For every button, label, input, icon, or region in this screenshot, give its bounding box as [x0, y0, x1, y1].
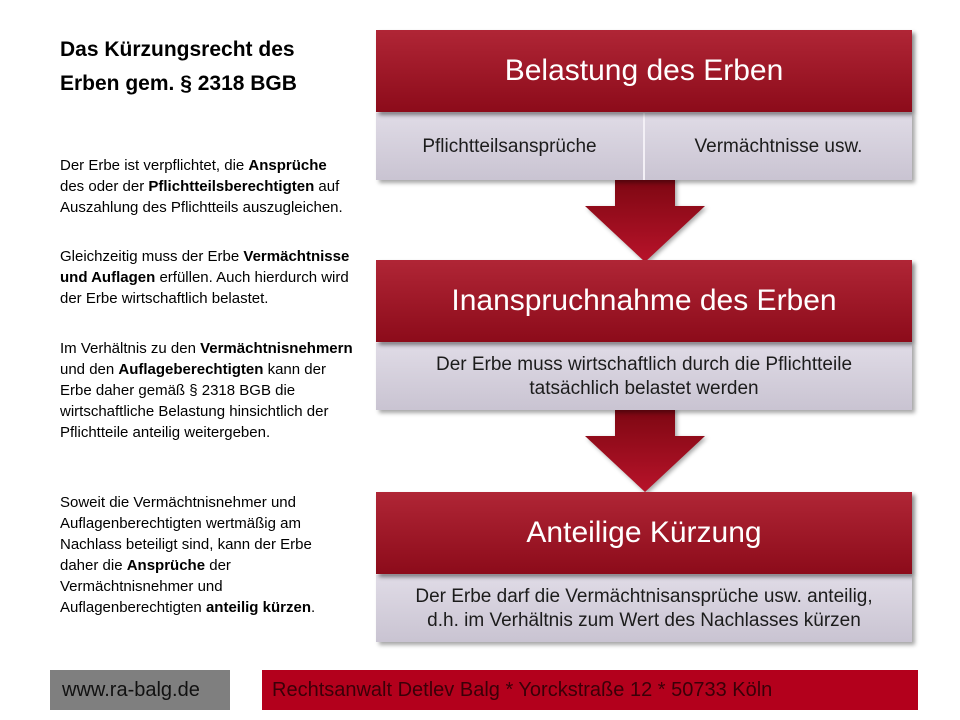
down-arrow-icon — [582, 178, 708, 264]
down-arrow-icon — [582, 408, 708, 494]
emphasized-term: Auflageberechtigten — [118, 361, 264, 378]
stage-header: Belastung des Erben — [376, 30, 912, 112]
explanation-paragraph-3 — [60, 338, 353, 443]
website-label: www.ra-balg.de — [50, 670, 230, 710]
emphasized-term: Vermächtnisse und Auflagen — [60, 248, 350, 286]
stage-header: Anteilige Kürzung — [376, 492, 912, 574]
paragraph-text: Gleichzeitig muss der Erbe — [60, 248, 244, 265]
paragraph-text: der Vermächtnisnehmer und Auflagenberechtigten — [60, 557, 231, 616]
slide-title: Das Kürzungsrecht des Erben gem. § 2318 BGB — [60, 38, 297, 95]
paragraph-text: Im Verhältnis zu den — [60, 340, 201, 357]
emphasized-term: anteilig kürzen — [205, 599, 311, 616]
stage-body — [376, 574, 912, 642]
stage-body-text: Der Erbe muss wirtschaftlich durch die Pflichtteile tatsächlich belastet werden — [435, 353, 853, 399]
emphasized-term: Ansprüche — [126, 557, 206, 574]
paragraph-text: kann der Erbe daher gemäß § 2318 BGB die wirtschaftliche Belastung hinsichtlich der Pflichtteile anteilig weitergeben. — [60, 361, 329, 441]
paragraph-text: erfüllen. Auch hierdurch wird der Erbe wirtschaftlich belastet. — [60, 269, 349, 307]
paragraph-text: Der Erbe ist verpflichtet, die — [60, 157, 249, 174]
cell-pflichtteilsansprueche: Pflichtteilsansprüche — [422, 135, 597, 157]
stage-belastung-des-erben — [376, 30, 912, 180]
paragraph-text: auf Auszahlung des Pflichtteils auszugleichen. — [60, 178, 343, 216]
stage-header: Inanspruchnahme des Erben — [376, 260, 912, 342]
paragraph-text: Soweit die Vermächtnisnehmer und Auflagenberechtigten wertmäßig am Nachlass beteiligt sind, kann der Erbe daher die — [60, 494, 312, 574]
paragraph-text: des oder der — [60, 178, 149, 195]
cell-vermaechtnisse: Vermächtnisse usw. — [643, 113, 912, 180]
stage-inanspruchnahme-des-erben — [376, 260, 912, 410]
paragraph-text: . — [310, 599, 316, 616]
stage-anteilige-kuerzung — [376, 492, 912, 642]
emphasized-term: Pflichtteilsberechtigten — [148, 178, 315, 195]
stage-body — [376, 342, 912, 410]
emphasized-term: Ansprüche — [248, 157, 327, 174]
explanation-paragraph-2 — [60, 246, 353, 309]
stage-body-text: Der Erbe darf die Vermächtnisansprüche usw. anteilig, d.h. im Verhältnis zum Wert des Nachlasses kürzen — [415, 585, 873, 631]
stage-body — [376, 112, 912, 180]
address-bar: Rechtsanwalt Detlev Balg * Yorckstraße 12 * 50733 Köln — [262, 670, 918, 710]
emphasized-term: Vermächtnisnehmern — [200, 340, 353, 357]
explanation-paragraph-4 — [60, 492, 353, 618]
explanation-paragraph-1 — [60, 155, 353, 218]
paragraph-text: und den — [60, 361, 119, 378]
